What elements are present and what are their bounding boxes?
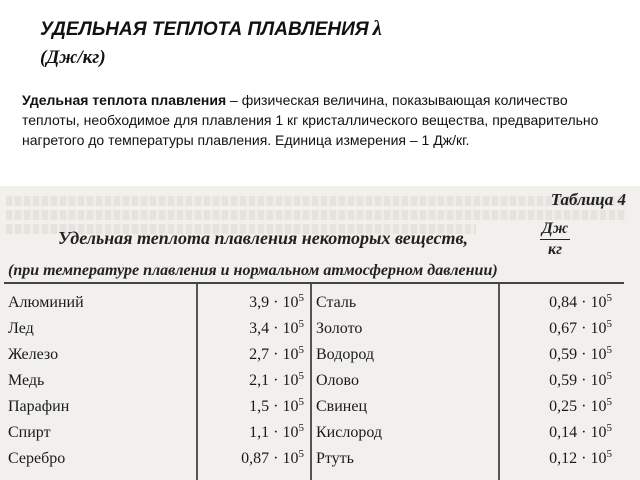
value-exponent: 5 <box>606 344 612 356</box>
heat-of-fusion-value <box>200 446 304 472</box>
value-exponent: 5 <box>606 422 612 434</box>
heat-of-fusion-value <box>504 420 612 446</box>
value-exponent: 5 <box>606 318 612 330</box>
value-base: · 10 <box>273 294 299 311</box>
heat-of-fusion-value <box>200 342 304 368</box>
value-exponent: 5 <box>298 422 304 434</box>
units-denominator: кг <box>547 241 562 258</box>
substance-name: Парафин <box>8 398 70 415</box>
heat-of-fusion-value <box>504 290 612 316</box>
substance-name: Кислород <box>316 424 382 441</box>
substance-name: Медь <box>8 372 45 389</box>
substance-name: Золото <box>316 320 363 337</box>
units-numerator: Дж <box>540 220 570 240</box>
heat-of-fusion-value <box>504 446 612 472</box>
value-mantissa: 2,7 <box>249 346 270 363</box>
substance-name: Водород <box>316 346 375 363</box>
table-caption: Таблица 4 <box>550 190 626 209</box>
slide-title-text: УДЕЛЬНАЯ ТЕПЛОТА ПЛАВЛЕНИЯ <box>40 19 369 40</box>
table-heading: Удельная теплота плавления некоторых веществ, <box>58 228 469 248</box>
value-mantissa: 0,84 <box>549 294 578 311</box>
value-base: · 10 <box>273 398 299 415</box>
value-mantissa: 3,4 <box>249 320 270 337</box>
table-units-fraction <box>540 220 570 259</box>
value-mantissa: 0,87 <box>241 450 270 467</box>
substance-name: Железо <box>8 346 59 363</box>
value-mantissa: 0,59 <box>549 346 578 363</box>
substance-name: Ртуть <box>316 450 354 467</box>
value-base: · 10 <box>581 346 607 363</box>
heat-of-fusion-value <box>200 368 304 394</box>
value-exponent: 5 <box>298 344 304 356</box>
slide-title <box>40 14 600 72</box>
substance-name: Лед <box>8 320 34 337</box>
lambda-symbol: λ <box>372 16 382 40</box>
heat-of-fusion-value <box>200 420 304 446</box>
substance-name: Олово <box>316 372 359 389</box>
value-base: · 10 <box>273 320 299 337</box>
value-base: · 10 <box>273 424 299 441</box>
value-mantissa: 0,59 <box>549 372 578 389</box>
value-mantissa: 2,1 <box>249 372 270 389</box>
heat-of-fusion-value <box>504 316 612 342</box>
heat-of-fusion-value <box>504 368 612 394</box>
value-exponent: 5 <box>606 292 612 304</box>
value-exponent: 5 <box>298 292 304 304</box>
value-exponent: 5 <box>606 448 612 460</box>
substance-name: Серебро <box>8 450 66 467</box>
value-mantissa: 0,25 <box>549 398 578 415</box>
value-mantissa: 1,1 <box>249 424 270 441</box>
substance-name: Сталь <box>316 294 357 311</box>
value-base: · 10 <box>581 294 607 311</box>
heat-of-fusion-value <box>504 342 612 368</box>
column-divider <box>310 284 312 480</box>
heat-of-fusion-value <box>200 394 304 420</box>
value-base: · 10 <box>581 320 607 337</box>
textbook-scan <box>0 186 640 480</box>
value-base: · 10 <box>273 346 299 363</box>
value-exponent: 5 <box>298 318 304 330</box>
value-column-left <box>200 284 304 472</box>
substance-column-left <box>8 284 198 472</box>
heat-of-fusion-value <box>200 316 304 342</box>
heat-of-fusion-table <box>4 282 624 480</box>
heat-of-fusion-value <box>200 290 304 316</box>
value-column-right <box>504 284 612 472</box>
value-mantissa: 3,9 <box>249 294 270 311</box>
table-subtitle: (при температуре плавления и нормальном атмосферном давлении) <box>8 262 498 279</box>
substance-column-right <box>316 284 496 472</box>
value-mantissa: 0,67 <box>549 320 578 337</box>
value-mantissa: 0,12 <box>549 450 578 467</box>
value-exponent: 5 <box>606 396 612 408</box>
substance-name: Алюминий <box>8 294 84 311</box>
bleed-through-text <box>6 196 626 206</box>
value-mantissa: 0,14 <box>549 424 578 441</box>
slide-title-units: (Дж/кг) <box>40 47 106 68</box>
value-exponent: 5 <box>298 448 304 460</box>
value-base: · 10 <box>581 424 607 441</box>
definition-term: Удельная теплота плавления <box>22 92 227 108</box>
value-base: · 10 <box>581 450 607 467</box>
value-exponent: 5 <box>606 370 612 382</box>
definition-text: – физическая величина, показывающая количество теплоты, необходимое для плавления 1 кг кристаллического вещества, предварительно нагретого до температуры плавления. Единица измерения – 1 Дж/кг. <box>22 92 599 148</box>
heat-of-fusion-value <box>504 394 612 420</box>
value-base: · 10 <box>273 450 299 467</box>
value-base: · 10 <box>273 372 299 389</box>
value-base: · 10 <box>581 372 607 389</box>
definition-paragraph <box>22 90 622 150</box>
bleed-through-text <box>6 210 626 220</box>
value-exponent: 5 <box>298 396 304 408</box>
substance-name: Свинец <box>316 398 368 415</box>
substance-name: Спирт <box>8 424 51 441</box>
value-base: · 10 <box>581 398 607 415</box>
value-mantissa: 1,5 <box>249 398 270 415</box>
value-exponent: 5 <box>298 370 304 382</box>
column-divider <box>498 284 500 480</box>
